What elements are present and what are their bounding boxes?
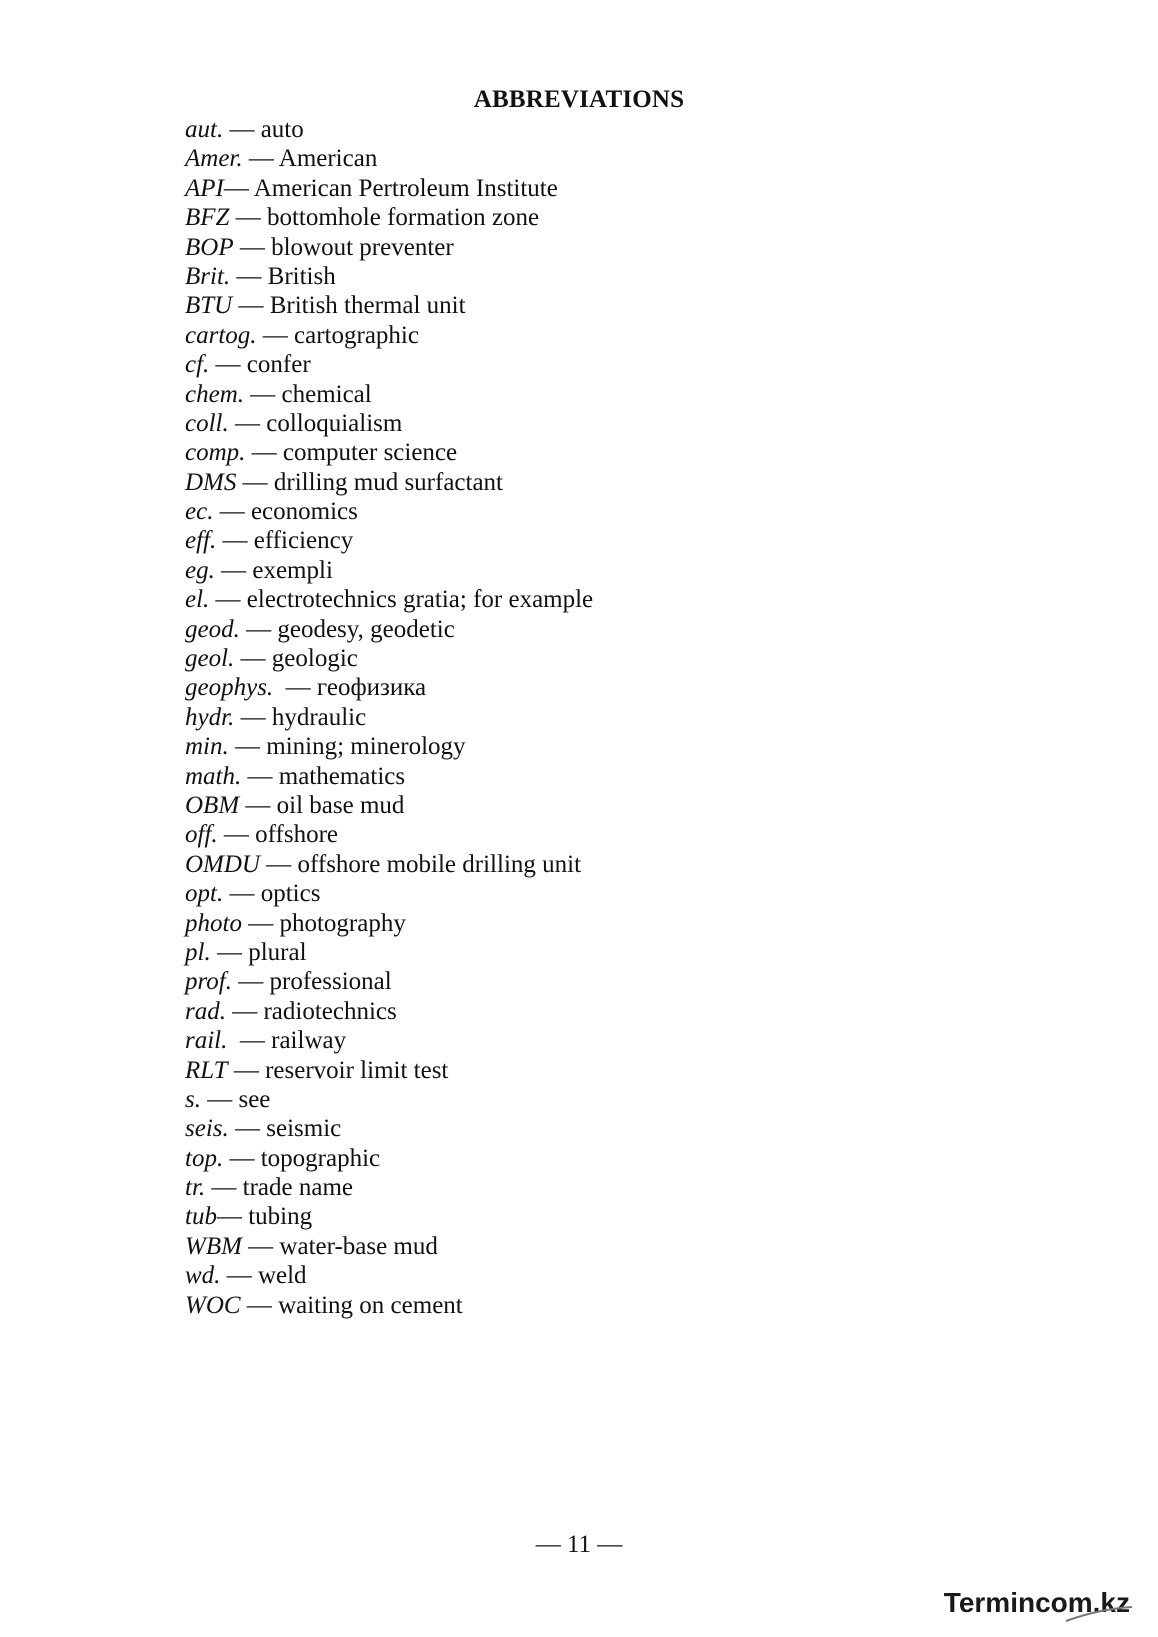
list-item	[185, 1056, 593, 1085]
separator-dash: —	[205, 1174, 243, 1202]
list-item	[185, 497, 593, 526]
abbreviation: wd.	[185, 1262, 221, 1290]
separator-dash: —	[223, 880, 261, 908]
abbreviation: comp.	[185, 439, 246, 467]
abbreviation-list	[185, 115, 593, 1320]
meaning: geodesy, geodetic	[277, 615, 455, 643]
list-item	[185, 1173, 593, 1202]
meaning: drilling mud surfactant	[273, 468, 504, 496]
list-item	[185, 967, 593, 996]
list-item	[185, 409, 593, 438]
meaning: geologic	[271, 645, 358, 673]
meaning: mining; minerology	[266, 733, 466, 761]
separator-dash: —	[227, 1027, 272, 1055]
separator-dash: —	[209, 586, 247, 614]
separator-dash: —	[228, 409, 267, 437]
abbreviation: BOP	[185, 233, 234, 261]
abbreviation: rail.	[185, 1027, 228, 1055]
separator-dash: —	[234, 703, 272, 731]
list-item	[185, 879, 593, 908]
abbreviation: tr.	[185, 1174, 206, 1202]
abbreviation: el.	[185, 586, 210, 614]
abbreviation: WOC	[185, 1291, 241, 1319]
abbreviation: chem.	[185, 380, 244, 408]
separator-dash: —	[230, 262, 268, 290]
meaning: efficiency	[253, 527, 354, 555]
separator-dash: —	[223, 116, 261, 143]
swoosh-icon	[1064, 1605, 1134, 1625]
meaning: auto	[260, 116, 304, 143]
abbreviation: OMDU	[185, 850, 260, 878]
separator-dash: —	[228, 733, 267, 761]
abbreviation: OBM	[185, 791, 240, 819]
separator-dash: —	[227, 1056, 266, 1084]
meaning: waiting on cement	[278, 1291, 463, 1319]
list-item	[185, 468, 593, 497]
meaning: mathematics	[278, 762, 406, 790]
abbreviation: DMS	[185, 468, 237, 496]
list-item	[185, 1291, 593, 1320]
separator-dash: —	[200, 1085, 239, 1113]
abbreviation: photo	[185, 909, 242, 937]
separator-dash: —	[220, 1262, 258, 1290]
abbreviation: geod.	[185, 615, 240, 643]
separator-dash: —	[239, 791, 277, 819]
meaning: offshore mobile drilling unit	[297, 850, 582, 878]
separator-dash: —	[234, 645, 272, 673]
abbreviation: prof.	[185, 968, 232, 996]
abbreviation: aut.	[185, 116, 224, 143]
abbreviation: eff.	[185, 527, 217, 555]
list-item	[185, 174, 593, 203]
list-item	[185, 762, 593, 791]
watermark-logo	[944, 1587, 1130, 1619]
list-item	[185, 791, 593, 820]
meaning: computer science	[282, 439, 458, 467]
list-item	[185, 350, 593, 379]
meaning: British	[267, 262, 336, 290]
meaning: railway	[271, 1027, 347, 1055]
separator-dash: —	[241, 1232, 280, 1260]
list-item	[185, 526, 593, 555]
separator-dash: —	[223, 1144, 261, 1172]
list-item	[185, 673, 593, 702]
separator-dash: —	[210, 938, 249, 966]
meaning: see	[238, 1085, 271, 1113]
separator-dash: —	[241, 909, 280, 937]
page-number: — 11 —	[535, 1531, 623, 1558]
abbreviation: BFZ	[185, 204, 230, 232]
meaning: trade name	[242, 1174, 354, 1202]
abbreviation: cartog.	[185, 321, 257, 349]
abbreviation: eg.	[185, 556, 215, 584]
abbreviation: tub	[185, 1203, 217, 1231]
list-item	[185, 615, 593, 644]
meaning: plural	[248, 938, 307, 966]
separator-dash: —	[244, 380, 282, 408]
abbreviation: API	[185, 174, 224, 202]
separator-dash: —	[214, 556, 253, 584]
abbreviation: rad.	[185, 997, 226, 1025]
meaning: water-base mud	[279, 1232, 438, 1260]
abbreviation: coll.	[185, 409, 229, 437]
separator-dash: —	[217, 821, 256, 849]
separator-dash: —	[228, 1115, 267, 1143]
abbreviation: opt.	[185, 880, 224, 908]
list-item	[185, 321, 593, 350]
separator-dash: —	[232, 292, 270, 320]
meaning: American Pertroleum Institute	[253, 174, 558, 202]
abbreviation: math.	[185, 762, 242, 790]
separator-dash: —	[225, 997, 264, 1025]
separator-dash: —	[239, 615, 278, 643]
meaning: photography	[279, 909, 406, 937]
list-item	[185, 1144, 593, 1173]
abbreviation: hydr.	[185, 703, 235, 731]
list-item	[185, 380, 593, 409]
separator-dash: —	[241, 762, 279, 790]
separator-dash: —	[240, 1291, 279, 1319]
separator-dash: —	[273, 674, 317, 702]
meaning: electrotechnics gratia; for example	[246, 586, 594, 614]
abbreviation: BTU	[185, 292, 233, 320]
abbreviation: ec.	[185, 498, 214, 526]
list-item	[185, 938, 593, 967]
list-item	[185, 997, 593, 1026]
abbreviation: Brit.	[185, 262, 231, 290]
separator-dash: —	[229, 204, 267, 232]
meaning: optics	[260, 880, 321, 908]
abbreviation: min.	[185, 733, 229, 761]
list-item	[185, 556, 593, 585]
separator-dash: —	[245, 439, 283, 467]
separator-dash: —	[242, 145, 279, 173]
abbreviation: seis.	[185, 1115, 229, 1143]
meaning: chemical	[281, 380, 372, 408]
meaning: professional	[269, 968, 392, 996]
list-item	[185, 1114, 593, 1143]
list-item	[185, 644, 593, 673]
list-item	[185, 1085, 593, 1114]
page-title: ABBREVIATIONS	[473, 86, 685, 113]
list-item	[185, 850, 593, 879]
abbreviation: s.	[185, 1085, 201, 1113]
separator-dash: —	[209, 351, 247, 379]
meaning: cartographic	[294, 321, 419, 349]
meaning: confer	[246, 351, 311, 379]
meaning: colloquialism	[266, 409, 403, 437]
list-item	[185, 1232, 593, 1261]
list-item	[185, 438, 593, 467]
meaning: blowout preventer	[271, 233, 454, 261]
meaning: reservoir limit test	[265, 1056, 449, 1084]
list-item	[185, 115, 593, 144]
list-item	[185, 203, 593, 232]
list-item	[185, 1026, 593, 1055]
meaning: exempli	[252, 556, 333, 584]
meaning: weld	[257, 1262, 307, 1290]
list-item	[185, 820, 593, 849]
meaning: tubing	[248, 1203, 313, 1231]
meaning: American	[278, 145, 378, 173]
separator-dash: —	[232, 968, 270, 996]
list-item	[185, 291, 593, 320]
list-item	[185, 732, 593, 761]
separator-dash: —	[213, 498, 251, 526]
list-item	[185, 144, 593, 173]
separator-dash: —	[216, 1203, 249, 1231]
separator-dash: —	[260, 850, 298, 878]
meaning: seismic	[266, 1115, 342, 1143]
separator-dash: —	[256, 321, 295, 349]
meaning: bottomhole formation zone	[266, 204, 540, 232]
list-item	[185, 703, 593, 732]
abbreviation: geol.	[185, 645, 235, 673]
meaning: oil base mud	[276, 791, 405, 819]
watermark-text: Termincom.kz	[943, 1587, 1130, 1618]
meaning: offshore	[255, 821, 339, 849]
meaning: геофизика	[316, 674, 427, 702]
meaning: British thermal unit	[269, 292, 466, 320]
abbreviation: RLT	[185, 1056, 228, 1084]
meaning: hydraulic	[271, 703, 367, 731]
abbreviation: pl.	[185, 938, 211, 966]
abbreviation: Amer.	[185, 145, 243, 173]
separator-dash: —	[236, 468, 274, 496]
abbreviation: top.	[185, 1144, 224, 1172]
list-item	[185, 1202, 593, 1231]
abbreviation: cf.	[185, 351, 210, 379]
abbreviation: off.	[185, 821, 218, 849]
list-item	[185, 585, 593, 614]
separator-dash: —	[233, 233, 272, 261]
list-item	[185, 262, 593, 291]
separator-dash: —	[223, 174, 254, 202]
abbreviation: WBM	[185, 1232, 242, 1260]
meaning: topographic	[260, 1144, 381, 1172]
abbreviation: geophys.	[185, 674, 274, 702]
list-item	[185, 909, 593, 938]
meaning: economics	[250, 498, 358, 526]
meaning: radiotechnics	[263, 997, 397, 1025]
separator-dash: —	[216, 527, 254, 555]
list-item	[185, 1261, 593, 1290]
list-item	[185, 233, 593, 262]
